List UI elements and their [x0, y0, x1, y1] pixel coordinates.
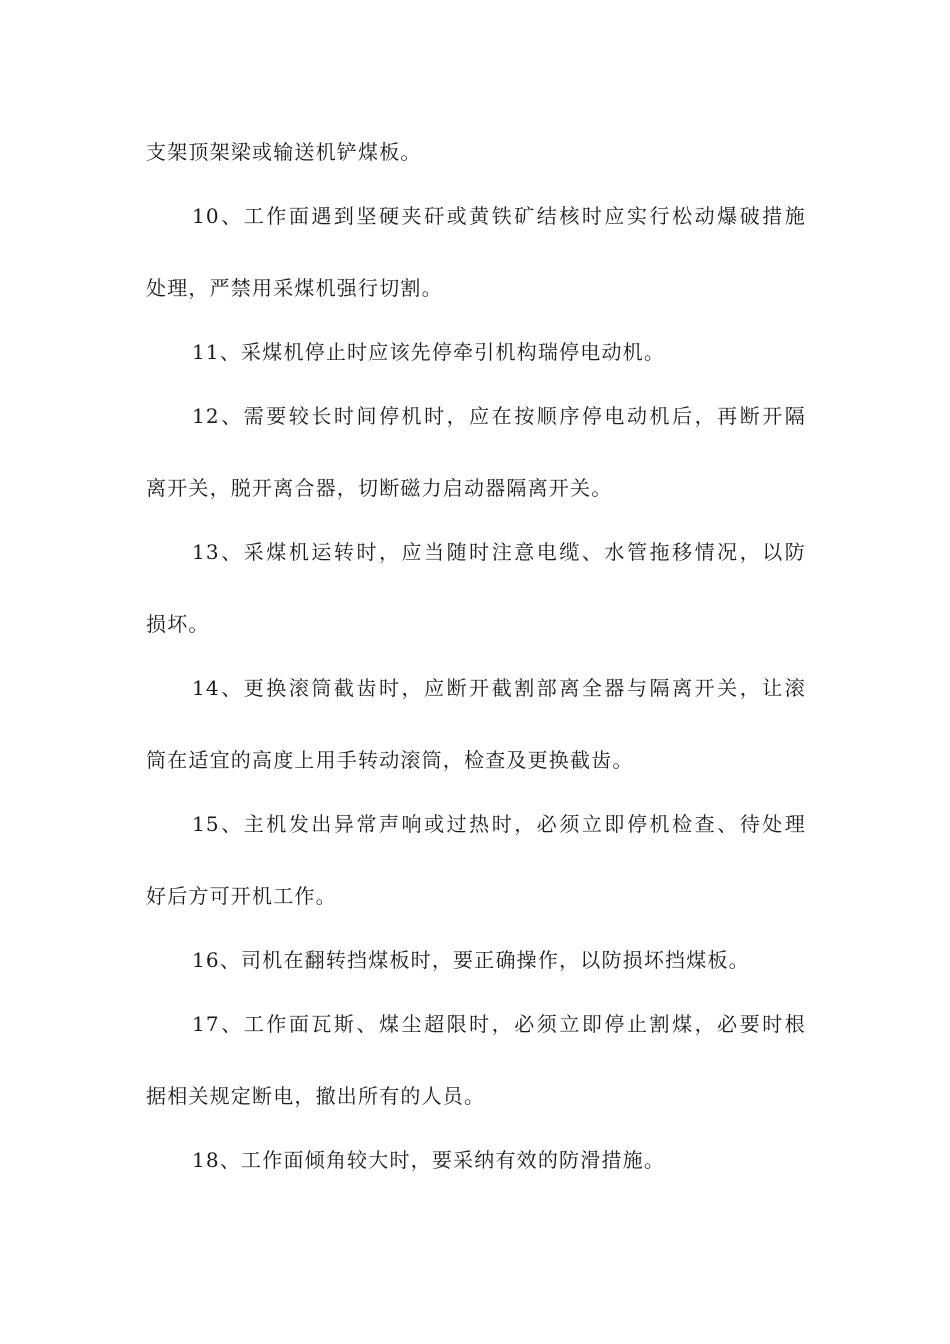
- item-13-line-1: 13、采煤机运转时，应当随时注意电缆、水管拖移情况，以防: [192, 540, 806, 564]
- item-10-line-2: 处理，严禁用采煤机强行切割。: [146, 276, 443, 300]
- item-15-line-2: 好后方可开机工作。: [146, 884, 337, 908]
- item-16-line-1: 16、司机在翻转挡煤板时，要正确操作，以防损坏挡煤板。: [192, 948, 750, 972]
- item-12-line-2: 离开关，脱开离合器，切断磁力启动器隔离开关。: [146, 476, 613, 500]
- item-13-line-2: 损坏。: [146, 612, 210, 636]
- item-18-line-1: 18、工作面倾角较大时，要采纳有效的防滑措施。: [192, 1148, 666, 1172]
- item-11-line-1: 11、采煤机停止时应该先停牵引机构瑞停电动机。: [192, 340, 666, 364]
- item-17-line-2: 据相关规定断电，撤出所有的人员。: [146, 1084, 486, 1108]
- item-17-line-1: 17、工作面瓦斯、煤尘超限时，必须立即停止割煤，必要时根: [192, 1012, 806, 1036]
- item-15-line-1: 15、主机发出异常声响或过热时，必须立即停机检查、待处理: [192, 812, 806, 836]
- item-12-line-1: 12、需要较长时间停机时，应在按顺序停电动机后，再断开隔: [192, 404, 806, 428]
- item-14-line-2: 筒在适宜的高度上用手转动滚筒，检查及更换截齿。: [146, 748, 634, 772]
- text-line-1: 支架顶架梁或输送机铲煤板。: [146, 140, 422, 164]
- item-10-line-1: 10、工作面遇到坚硬夹矸或黄铁矿结核时应实行松动爆破措施: [192, 204, 806, 228]
- item-14-line-1: 14、更换滚筒截齿时，应断开截割部离全器与隔离开关，让滚: [192, 676, 806, 700]
